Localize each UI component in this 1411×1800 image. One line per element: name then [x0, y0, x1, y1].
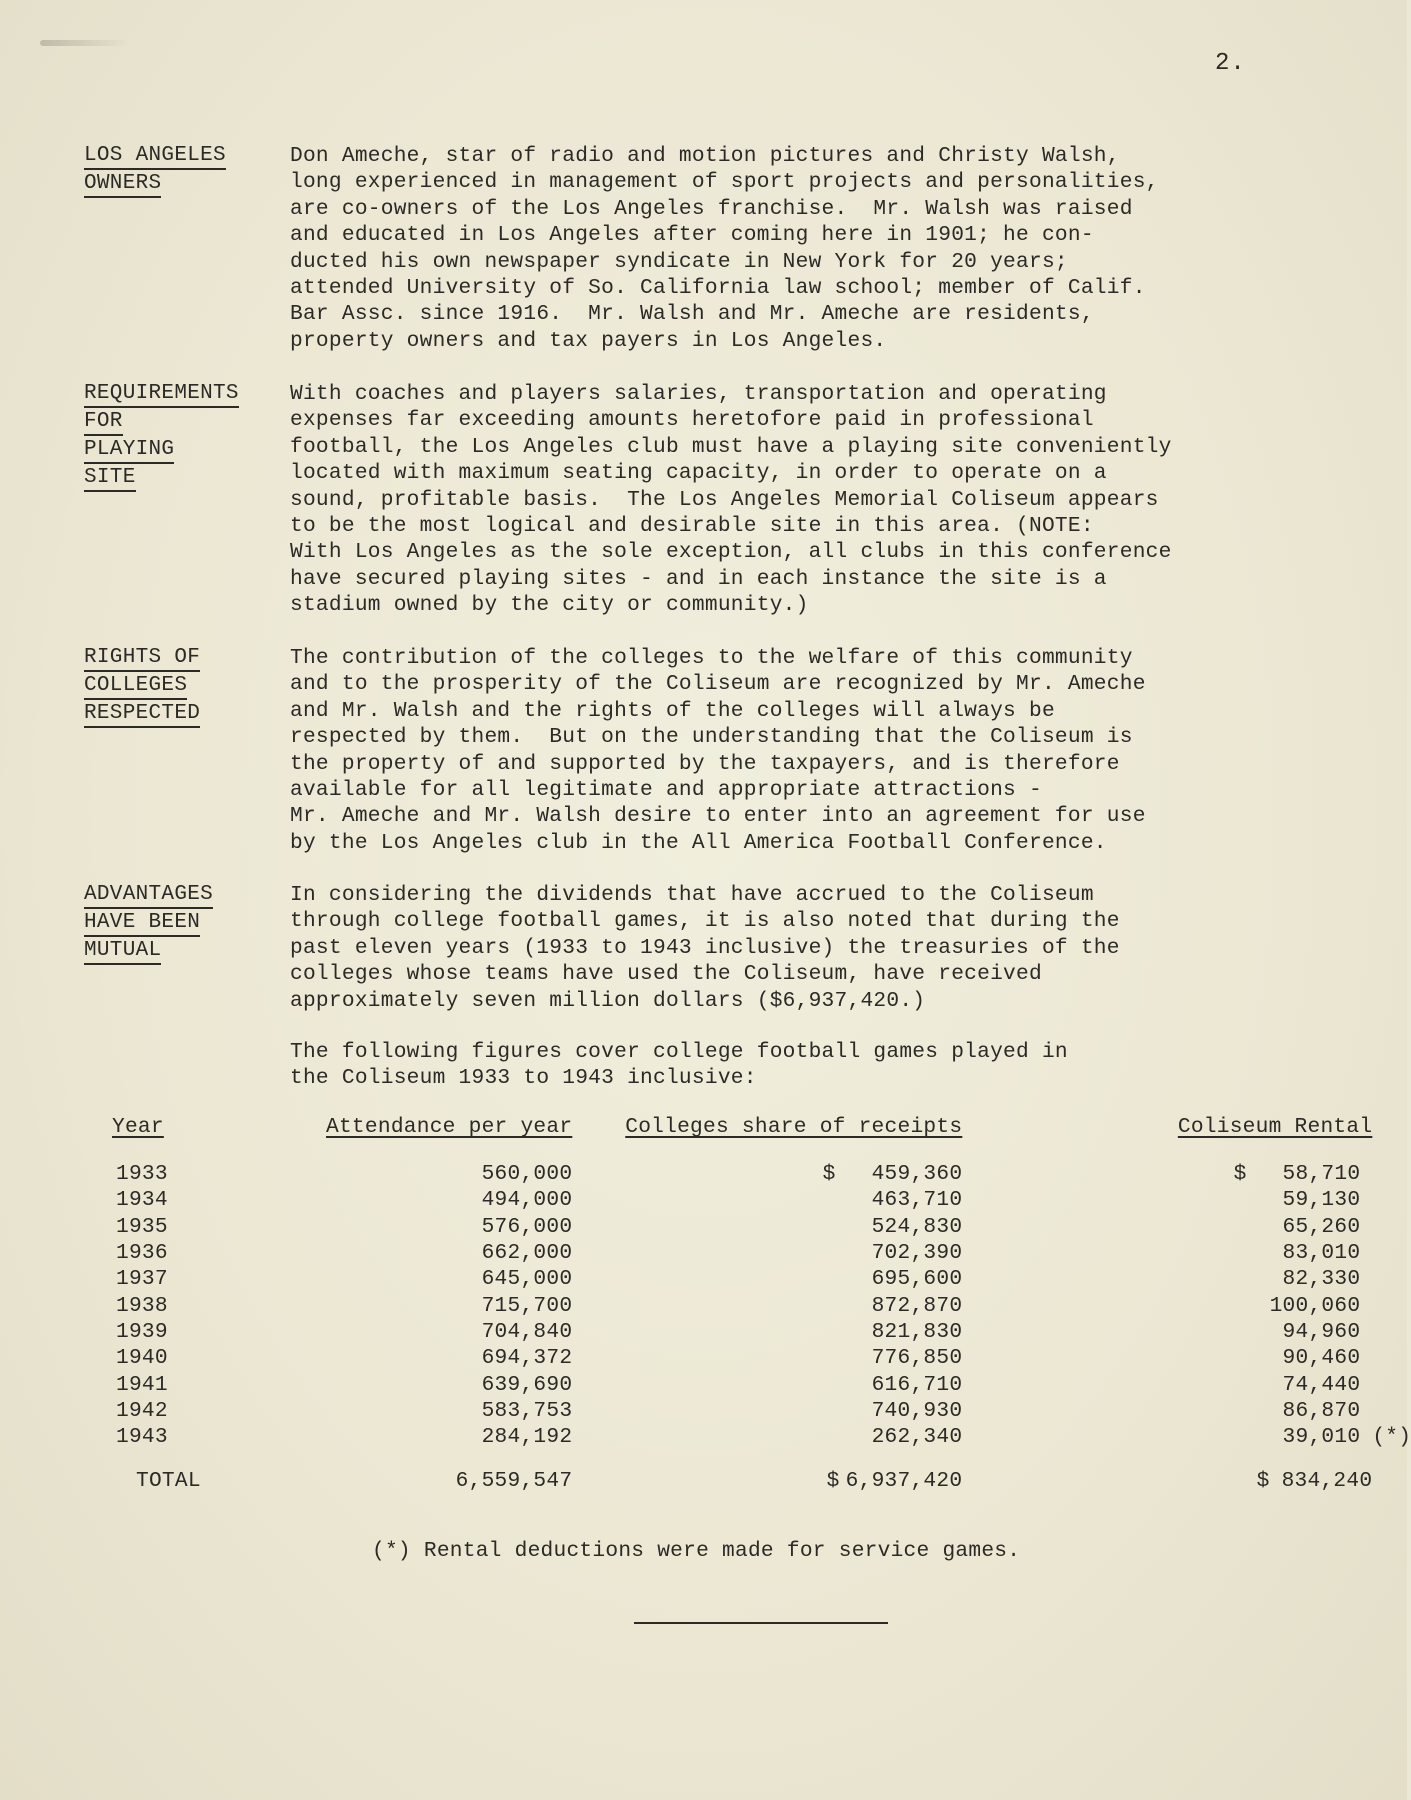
cell-year: 1942 [116, 1398, 168, 1423]
cell-rental [962, 1345, 1372, 1371]
side-heading-line: LOS ANGELES [84, 144, 226, 170]
column-header-rental: Coliseum Rental [1177, 1115, 1373, 1139]
side-heading-line: REQUIREMENTS [84, 382, 239, 408]
cell-colleges-share [572, 1371, 962, 1397]
side-heading-line: RIGHTS OF [84, 646, 200, 672]
cell-attendance: 715,700 [481, 1293, 573, 1318]
table-row [100, 1371, 1372, 1397]
dollar-sign: $ [822, 1162, 836, 1187]
side-heading [84, 143, 284, 199]
column-header-year: Year [112, 1115, 164, 1139]
cell-year: 1934 [116, 1188, 168, 1213]
cell-rental [962, 1266, 1372, 1292]
cell-attendance: 583,753 [481, 1398, 573, 1423]
side-heading-line: ADVANTAGES [84, 883, 213, 909]
closing-rule [634, 1622, 888, 1624]
cell-value: 74,440 [1282, 1372, 1361, 1397]
dollar-sign: $ [826, 1469, 840, 1494]
coliseum-figures-table [100, 1115, 1411, 1495]
cell-value: 65,260 [1282, 1214, 1361, 1239]
side-heading-line: HAVE BEEN [84, 911, 200, 937]
cell-year: 1933 [116, 1162, 168, 1187]
dollar-sign: $ [1256, 1469, 1270, 1494]
cell-rental [962, 1161, 1372, 1187]
side-heading-line: SITE [84, 466, 136, 492]
cell-value: 82,330 [1282, 1267, 1361, 1292]
cell-rental: 39,010 (*) [1282, 1425, 1411, 1450]
cell-year: 1943 [116, 1425, 168, 1450]
table-header-row [100, 1115, 1372, 1161]
cell-year: 1935 [116, 1214, 168, 1239]
total-attendance: 6,559,547 [455, 1469, 573, 1494]
cell-value: 463,710 [871, 1188, 963, 1213]
side-heading [84, 381, 284, 493]
side-heading-line: FOR [84, 410, 123, 436]
cell-value: 702,390 [871, 1241, 963, 1266]
cell-rental [962, 1292, 1372, 1318]
side-heading [84, 645, 284, 729]
footnote: (*) Rental deductions were made for service games. [372, 1539, 1021, 1563]
table-body [100, 1161, 1411, 1495]
side-heading-line: MUTUAL [84, 939, 161, 965]
cell-rental [962, 1371, 1372, 1397]
cell-value: 39,010 [1282, 1425, 1361, 1450]
table-row [100, 1161, 1372, 1187]
table-row [100, 1187, 1372, 1213]
table-total-row [100, 1450, 1372, 1494]
dollar-sign: $ [1233, 1162, 1247, 1187]
cell-year: 1937 [116, 1267, 168, 1292]
cell-value: 740,930 [871, 1398, 963, 1423]
cell-value: 616,710 [871, 1372, 963, 1397]
table-row [100, 1214, 1372, 1240]
cell-value: 459,360 [871, 1162, 963, 1187]
cell-value: 90,460 [1282, 1346, 1361, 1371]
total-label: TOTAL [136, 1469, 201, 1494]
section-body: Don Ameche, star of radio and motion pictures and Christy Walsh, long experienced in management of sport projects and personalities, are co-owners of the Los Angeles franchise. Mr. Walsh was raised and educated in Los Angeles after coming here in 1901; he con- ducted his own newspaper syndicate in New York for 20 years; attended University of So. California law school; member of Calif. Bar Assc. since 1916. Mr. Walsh and Mr. Ameche are residents, property owners and tax payers in Los Angeles. [290, 144, 1159, 353]
cell-colleges-share [572, 1187, 962, 1213]
cell-value: 83,010 [1282, 1241, 1361, 1266]
cell-attendance: 639,690 [481, 1372, 573, 1397]
cell-rental [962, 1319, 1372, 1345]
cell-colleges-share [572, 1214, 962, 1240]
cell-attendance: 284,192 [481, 1425, 573, 1450]
cell-colleges-share [572, 1240, 962, 1266]
cell-year: 1938 [116, 1293, 168, 1318]
table-row [100, 1345, 1372, 1371]
side-heading-line: COLLEGES [84, 674, 187, 700]
section-body: In considering the dividends that have accrued to the Coliseum through college football games, it is also noted that during the past eleven years (1933 to 1943 inclusive) the treasuries of the colleges whose teams have used the Coliseum, have received approximately seven million dollars ($6,937,420.) [290, 883, 1120, 1013]
cell-colleges-share [572, 1292, 962, 1318]
cell-rental [962, 1187, 1372, 1213]
page-number: 2. [1215, 50, 1246, 77]
table-row [100, 1292, 1372, 1318]
cell-colleges-share [572, 1345, 962, 1371]
cell-colleges-share [572, 1266, 962, 1292]
table-row [100, 1424, 1372, 1450]
cell-rental [962, 1214, 1372, 1240]
column-header-attendance: Attendance per year [326, 1115, 573, 1139]
cell-rental [962, 1398, 1372, 1424]
cell-value: 695,600 [871, 1267, 963, 1292]
cell-colleges-share [572, 1398, 962, 1424]
cell-value: 58,710 [1282, 1162, 1361, 1187]
cell-value: 776,850 [871, 1346, 963, 1371]
cell-value: 834,240 [1281, 1469, 1373, 1494]
cell-year: 1941 [116, 1372, 168, 1397]
cell-attendance: 694,372 [481, 1346, 573, 1371]
cell-value: 262,340 [871, 1425, 963, 1450]
cell-value: 872,870 [871, 1293, 963, 1318]
section-body: The contribution of the colleges to the welfare of this community and to the prosperity of the Coliseum are recognized by Mr. Ameche and Mr. Walsh and the rights of the colleges will always be respected by them. But on the understanding that the Coliseum is the property of and supported by the taxpayers, and is therefore available for all legitimate and appropriate attractions - Mr. Ameche and Mr. Walsh desire to enter into an agreement for use by the Los Angeles club in the All America Football Conference. [290, 646, 1146, 855]
table-intro: The following figures cover college football games played in the Coliseum 1933 to 1943 inclusive: [290, 1040, 1068, 1091]
side-heading-line: OWNERS [84, 172, 161, 198]
section-body: With coaches and players salaries, transportation and operating expenses far exceeding amounts heretofore paid in professional football, the Los Angeles club must have a playing site conveniently located with maximum seating capacity, in order to operate on a sound, profitable basis. The Los Angeles Memorial Coliseum appears to be the most logical and desirable site in this area. (NOTE: With Los Angeles as the sole exception, all clubs in this conference have secured playing sites - and in each instance the site is a stadium owned by the city or community.) [290, 382, 1172, 618]
cell-value: 100,060 [1269, 1293, 1361, 1318]
total-colleges-share [572, 1450, 962, 1494]
cell-attendance: 645,000 [481, 1267, 573, 1292]
cell-value: 6,937,420 [845, 1469, 963, 1494]
side-heading-line: PLAYING [84, 438, 174, 464]
cell-value: 59,130 [1282, 1188, 1361, 1213]
cell-attendance: 662,000 [481, 1241, 573, 1266]
column-header-colleges-share: Colleges share of receipts [625, 1115, 963, 1139]
cell-value: 94,960 [1282, 1319, 1361, 1344]
paper-smudge [40, 40, 130, 46]
cell-attendance: 560,000 [481, 1162, 573, 1187]
cell-year: 1939 [116, 1319, 168, 1344]
side-heading [84, 882, 284, 966]
cell-year: 1936 [116, 1241, 168, 1266]
cell-value: 821,830 [871, 1319, 963, 1344]
table-row [100, 1240, 1372, 1266]
cell-colleges-share [572, 1424, 962, 1450]
total-rental [962, 1450, 1372, 1494]
cell-year: 1940 [116, 1346, 168, 1371]
cell-attendance: 704,840 [481, 1319, 573, 1344]
side-heading-line: RESPECTED [84, 702, 200, 728]
cell-value: 524,830 [871, 1214, 963, 1239]
table-row [100, 1319, 1372, 1345]
cell-attendance: 576,000 [481, 1214, 573, 1239]
cell-value: 86,870 [1282, 1398, 1361, 1423]
table-row [100, 1266, 1372, 1292]
cell-colleges-share [572, 1161, 962, 1187]
table-row [100, 1398, 1372, 1424]
cell-attendance: 494,000 [481, 1188, 573, 1213]
cell-colleges-share [572, 1319, 962, 1345]
cell-rental [962, 1240, 1372, 1266]
